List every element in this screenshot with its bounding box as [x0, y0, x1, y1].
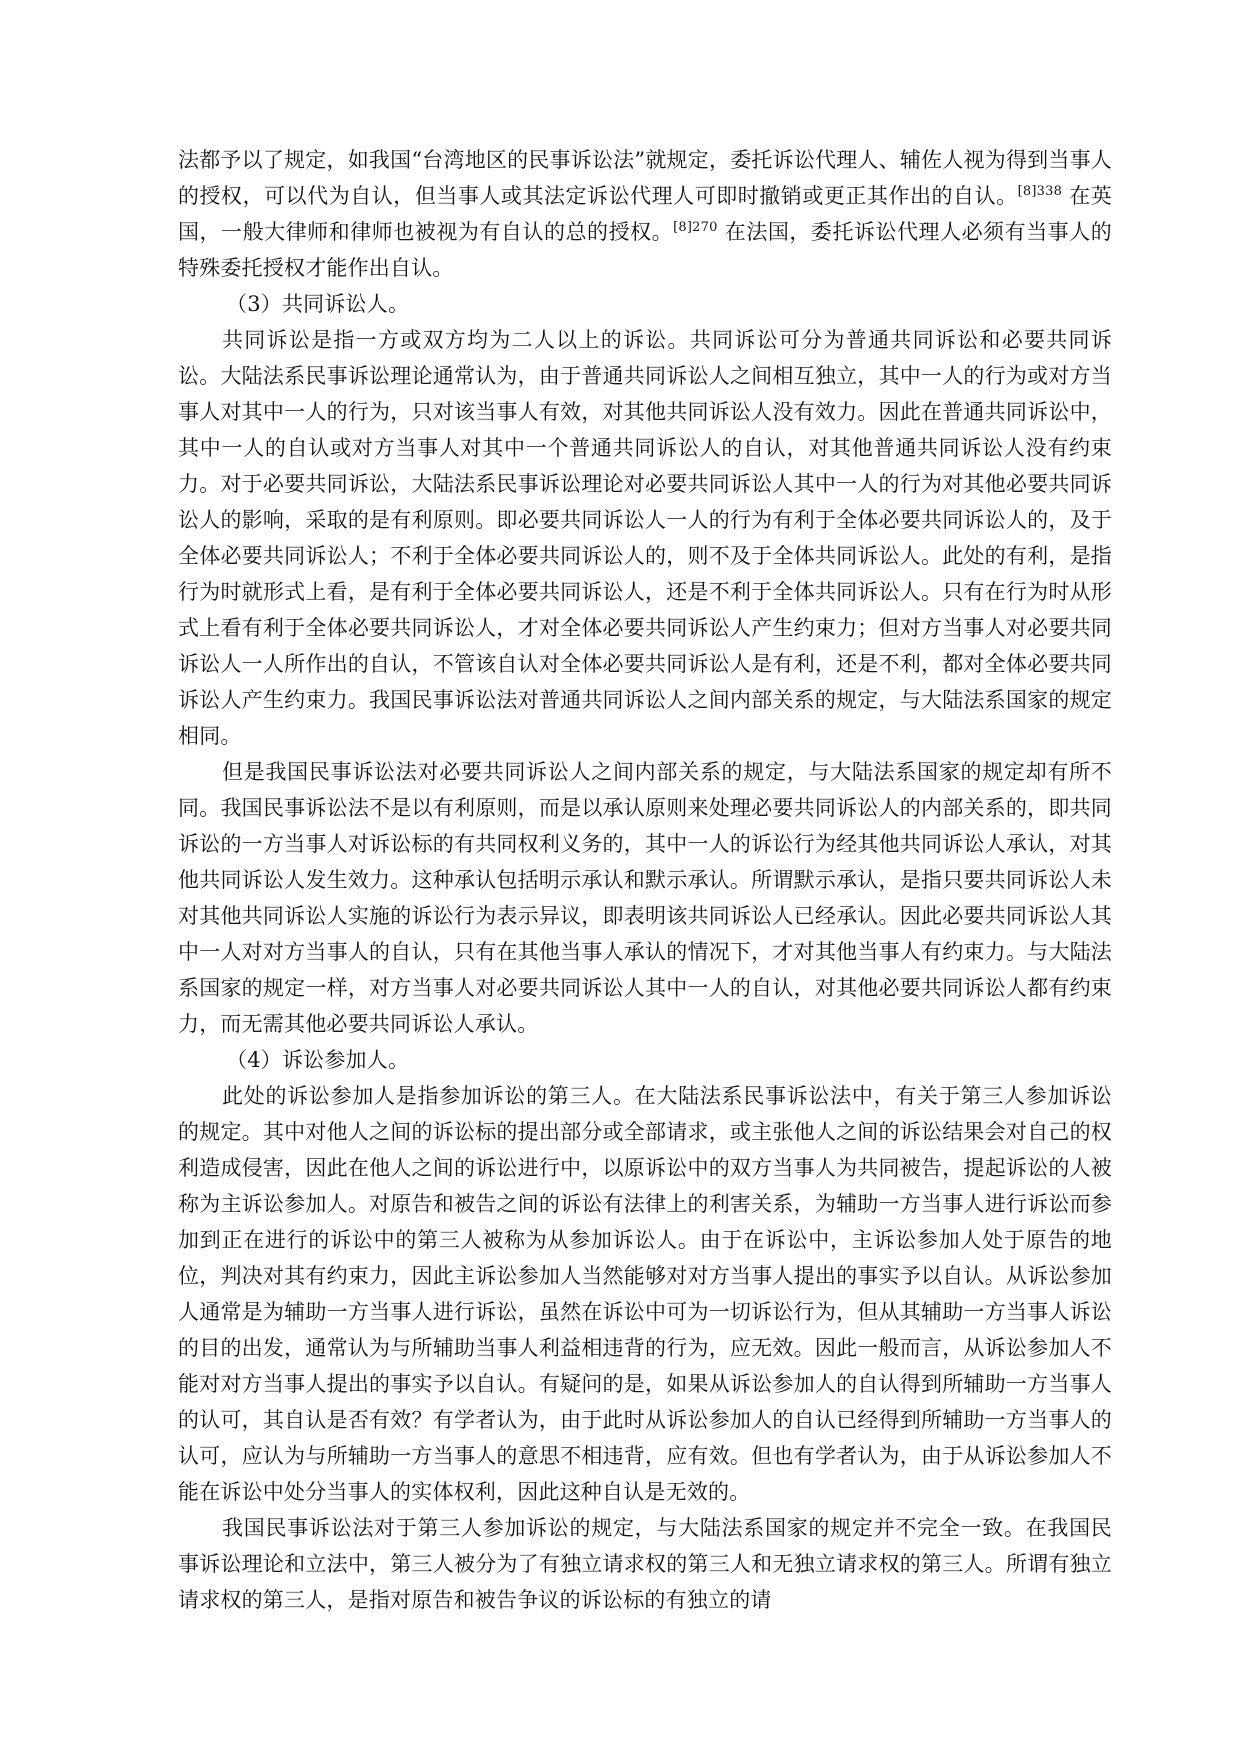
intro-paragraph: [178, 142, 1112, 286]
intro-text-1: 法都予以了规定，如我国“台湾地区的民事诉讼法”就规定，委托诉讼代理人、辅佐人视为得到当事人的授权，可以代为自认，但当事人或其法定诉讼代理人可即时撤销或更正其作出的自认。: [178, 148, 1112, 208]
paragraph-participants-2: 我国民事诉讼法对于第三人参加诉讼的规定，与大陆法系国家的规定并不完全一致。在我国民事诉讼理论和立法中，第三人被分为了有独立请求权的第三人和无独立请求权的第三人。所谓有独立请求权的第三人，是指对原告和被告争议的诉讼标的有独立的请: [178, 1516, 1112, 1612]
citation-1[interactable]: [1018, 184, 1062, 199]
paragraph-co-litigation-1: 共同诉讼是指一方或双方均为二人以上的诉讼。共同诉讼可分为普通共同诉讼和必要共同诉讼。大陆法系民事诉讼理论通常认为，由于普通共同诉讼人之间相互独立，其中一人的行为或对方当事人对其中一人的行为，只对该当事人有效，对其他共同诉讼人没有效力。因此在普通共同诉讼中，其中一人的自认或对方当事人对其中一个普通共同诉讼人的自认，对其他普通共同诉讼人没有约束力。对于必要共同诉讼，大陆法系民事诉讼理论对必要共同诉讼人其中一人的行为对其他必要共同诉讼人的影响，采取的是有利原则。即必要共同诉讼人一人的行为有利于全体必要共同诉讼人的，及于全体必要共同诉讼人；不利于全体必要共同诉讼人的，则不及于全体共同诉讼人。此处的有利，是指行为时就形式上看，是有利于全体必要共同诉讼人，还是不利于全体共同诉讼人。只有在行为时从形式上看有利于全体必要共同诉讼人，才对全体必要共同诉讼人产生约束力；但对方当事人对必要共同诉讼人一人所作出的自认，不管该自认对全体必要共同诉讼人是有利，还是不利，都对全体必要共同诉讼人产生约束力。我国民事诉讼法对普通共同诉讼人之间内部关系的规定，与大陆法系国家的规定相同。: [178, 328, 1112, 748]
document-page: [178, 142, 1112, 1618]
section-heading-participants: （4）诉讼参加人。: [226, 1048, 410, 1072]
paragraph-co-litigation-2: 但是我国民事诉讼法对必要共同诉讼人之间内部关系的规定，与大陆法系国家的规定却有所不同。我国民事诉讼法不是以有利原则，而是以承认原则来处理必要共同诉讼人的内部关系的，即共同诉讼的一方当事人对诉讼标的有共同权利义务的，其中一人的诉讼行为经其他共同诉讼人承认，对其他共同诉讼人发生效力。这种承认包括明示承认和默示承认。所谓默示承认，是指只要共同诉讼人未对其他共同诉讼人实施的诉讼行为表示异议，即表明该共同诉讼人已经承认。因此必要共同诉讼人其中一人对对方当事人的自认，只有在其他当事人承认的情况下，才对其他当事人有约束力。与大陆法系国家的规定一样，对方当事人对必要共同诉讼人其中一人的自认，对其他必要共同诉讼人都有约束力，而无需其他必要共同诉讼人承认。: [178, 760, 1112, 1036]
citation-2-ref: [8]: [673, 220, 693, 235]
citation-2[interactable]: [673, 220, 717, 235]
paragraph-participants-1: 此处的诉讼参加人是指参加诉讼的第三人。在大陆法系民事诉讼法中，有关于第三人参加诉讼的规定。其中对他人之间的诉讼标的提出部分或全部请求，或主张他人之间的诉讼结果会对自己的权利造成侵害，因此在他人之间的诉讼进行中，以原诉讼中的双方当事人为共同被告，提起诉讼的人被称为主诉讼参加人。对原告和被告之间的诉讼有法律上的利害关系，为辅助一方当事人进行诉讼而参加到正在进行的诉讼中的第三人被称为从参加诉讼人。由于在诉讼中，主诉讼参加人处于原告的地位，判决对其有约束力，因此主诉讼参加人当然能够对对方当事人提出的事实予以自认。从诉讼参加人通常是为辅助一方当事人进行诉讼，虽然在诉讼中可为一切诉讼行为，但从其辅助一方当事人诉讼的目的出发，通常认为与所辅助当事人利益相违背的行为，应无效。因此一般而言，从诉讼参加人不能对对方当事人提出的事实予以自认。有疑问的是，如果从诉讼参加人的自认得到所辅助一方当事人的认可，其自认是否有效？有学者认为，由于此时从诉讼参加人的自认已经得到所辅助一方当事人的认可，应认为与所辅助一方当事人的意思不相违背，应有效。但也有学者认为，由于从诉讼参加人不能在诉讼中处分当事人的实体权利，因此这种自认是无效的。: [178, 1084, 1112, 1504]
intro-text-2: 在英国，一般大律师和律师也被视为有自认的总的授权。: [178, 184, 1112, 244]
section-heading-co-litigants: （3）共同诉讼人。: [226, 292, 410, 316]
intro-text-3: 在法国，委托诉讼代理人必须有当事人的特殊委托授权才能作出自认。: [178, 220, 1112, 280]
citation-1-page: 338: [1036, 184, 1063, 199]
citation-2-page: 270: [692, 220, 718, 235]
citation-1-ref: [8]: [1017, 184, 1037, 199]
